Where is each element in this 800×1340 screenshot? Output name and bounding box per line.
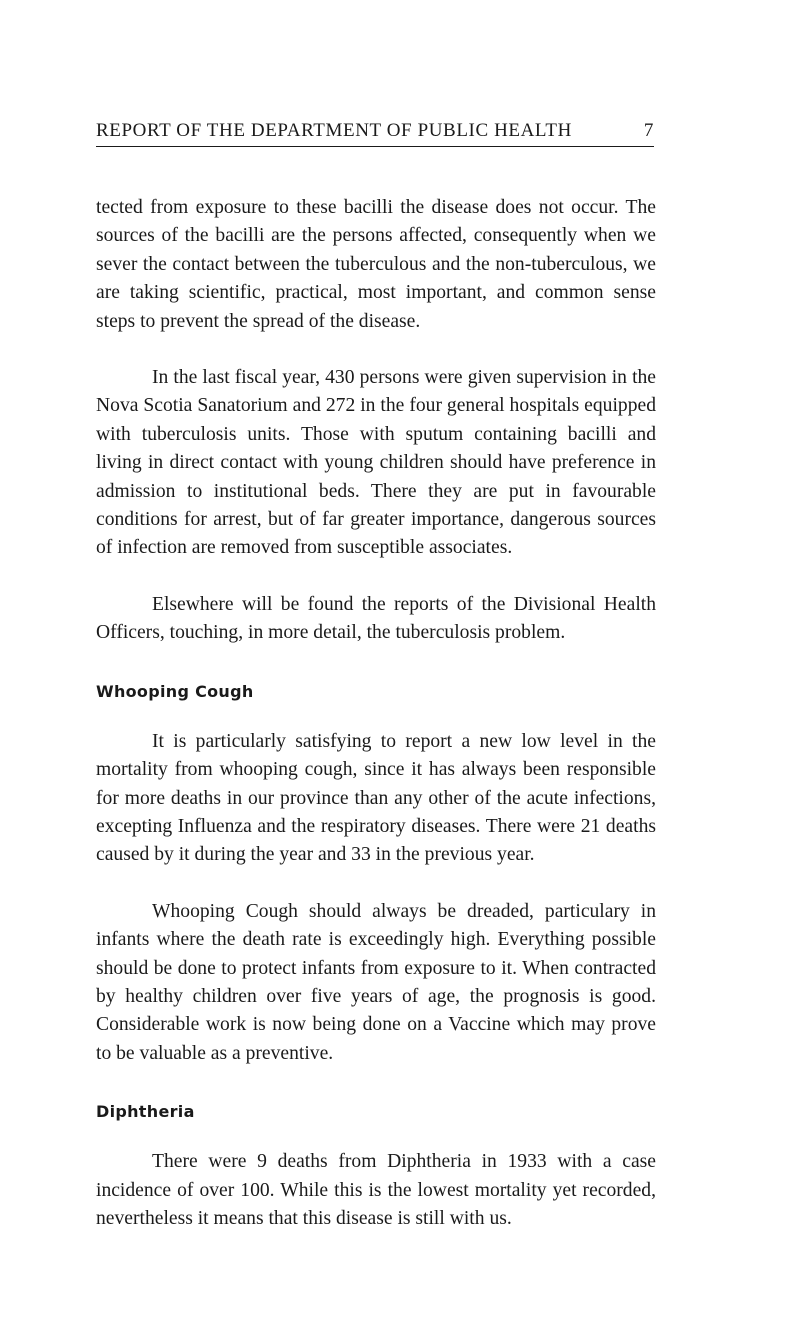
running-header xyxy=(96,120,654,147)
section-heading-whooping-cough: Whooping Cough xyxy=(96,681,254,701)
page-number: 7 xyxy=(643,120,654,141)
paragraph-1: tected from exposure to these bacilli the disease does not occur. The sources of the bacilli are the persons affected, consequently when we sever the contact between the tuberculous and the non-tuberculous, we are taking scientific, practical, most important, and common sense steps to prevent the spread of the disease. xyxy=(96,197,656,332)
paragraph-5: Whooping Cough should always be dreaded, particulary in infants where the death rate is exceedingly high. Everything possible should be done to protect infants from exposure to it. When contracted by healthy children over five years of age, the prognosis is good. Considerable work is now being done on a Vaccine which may prove to be valuable as a preventive. xyxy=(96,900,656,1064)
paragraph-3: Elsewhere will be found the reports of the Divisional Health Officers, touching, in more detail, the tuberculosis problem. xyxy=(96,593,656,644)
section-heading-diphtheria: Diphtheria xyxy=(96,1102,195,1122)
header-title: REPORT OF THE DEPARTMENT OF PUBLIC HEALTH xyxy=(96,120,572,141)
paragraph-2: In the last fiscal year, 430 persons were given supervision in the Nova Scotia Sanatorium and 272 in the four general hospitals equipped with tuberculosis units. Those with sputum containing bacilli and living in direct contact with young children should have preference in admission to institutional beds. There they are put in favourable conditions for arrest, but of far greater importance, dangerous sources of infection are removed from susceptible associates. xyxy=(96,367,656,559)
body-text xyxy=(96,194,656,1233)
paragraph-6: There were 9 deaths from Diphtheria in 1933 with a case incidence of over 100. While this is the lowest mortality yet recorded, nevertheless it means that this disease is still with us. xyxy=(96,1151,656,1229)
paragraph-4: It is particularly satisfying to report a new low level in the mortality from whooping cough, since it has always been responsible for more deaths in our province than any other of the acute infections, excepting Influenza and the respiratory diseases. There were 21 deaths caused by it during the year and 33 in the previous year. xyxy=(96,730,656,866)
